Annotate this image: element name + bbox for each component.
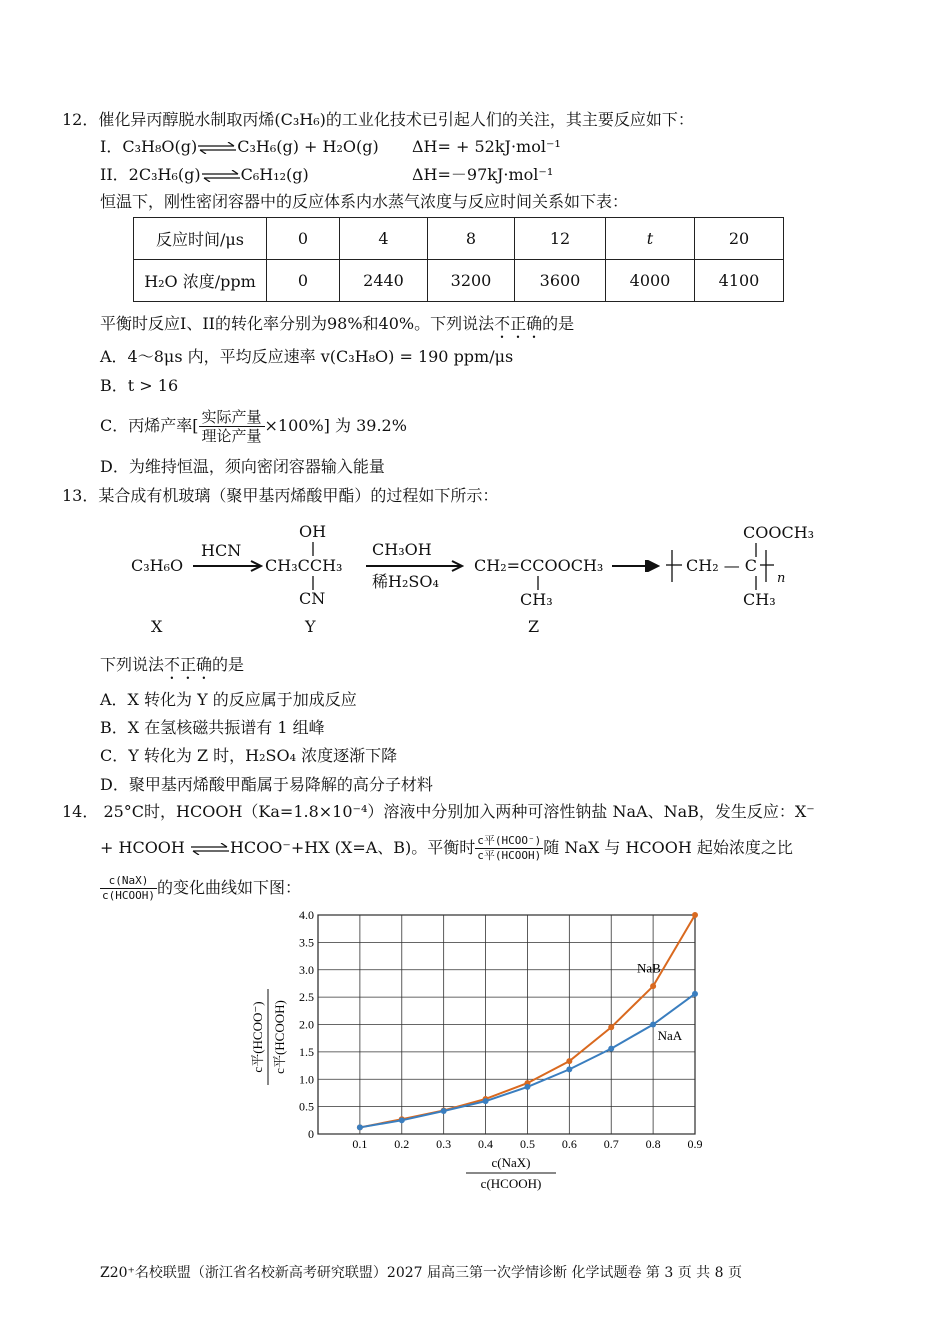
table-cell: 8 (428, 218, 515, 260)
r1-enthalpy: ΔH= + 52kJ·mol⁻¹ (412, 137, 561, 156)
q13-question (100, 655, 244, 683)
data-point-naa (357, 1124, 363, 1130)
q12-option-b: B．t > 16 (100, 376, 179, 395)
x-tick-label: 0.6 (561, 1137, 577, 1151)
table-cell: 12 (515, 218, 606, 260)
table-cell: 4000 (606, 260, 695, 302)
table-cell: 3200 (428, 260, 515, 302)
question-text: 下列说法 (100, 655, 165, 674)
equilibrium-arrow-icon (190, 843, 230, 855)
bond-line-icon (311, 542, 315, 556)
table-cell: 4100 (695, 260, 784, 302)
y-tick-label: 1.0 (299, 1072, 314, 1087)
x-tick-label: 0.7 (603, 1137, 619, 1151)
r2-left: 2C₃H₆(g) (128, 165, 201, 184)
table-row-time (134, 218, 784, 260)
r1-right: C₃H₆(g) + H₂O(g) (237, 137, 379, 156)
table-cell: 4 (340, 218, 428, 260)
option-c-pre: C．丙烯产率[ (100, 416, 199, 435)
y-axis-label (250, 989, 287, 1085)
x-label-numerator: c(NaX) (491, 1155, 531, 1170)
y-tick-label: 2.0 (299, 1017, 314, 1032)
equilibrium-arrow-icon (201, 170, 241, 182)
table-cell: H₂O 浓度/ppm (134, 260, 267, 302)
y-tick-label: 2.5 (299, 990, 314, 1005)
q12-reaction-1 (100, 137, 379, 157)
q12-question (100, 314, 574, 342)
q14-line-3 (100, 870, 301, 906)
y-tick-label: 3.5 (299, 935, 314, 950)
compound-x: C₃H₆O (131, 556, 184, 575)
x-tick-labels (352, 1137, 702, 1151)
q12-option-c (100, 406, 407, 446)
equation-right: HCOO⁻+HX (X=A、B)。平衡时 (229, 838, 476, 857)
q14-line-2 (100, 830, 793, 866)
concentration-table (133, 217, 784, 302)
r2-enthalpy: ΔH=－97kJ·mol⁻¹ (412, 165, 554, 184)
y-tick-label: 3.0 (299, 962, 314, 977)
polymer-repeat-unit: CH₂ — C (686, 556, 758, 575)
question-text: 的是 (542, 314, 575, 333)
table-cell: 0 (267, 260, 340, 302)
q13-option-b: B．X 在氢核磁共振谱有 1 组峰 (100, 718, 325, 737)
reagent-methanol: CH₃OH (372, 540, 432, 559)
x-tick-label: 0.8 (645, 1137, 661, 1151)
table-cell: 3600 (515, 260, 606, 302)
equation-left: + HCOOH (100, 838, 185, 857)
equation-post: 随 NaX 与 HCOOH 起始浓度之比 (543, 838, 793, 857)
page-footer: Z20⁺名校联盟（浙江省名校新高考研究联盟）2027 届高三第一次学情诊断 化学试题卷 第 3 页 共 8 页 (100, 1265, 742, 1281)
q12-stem: 12．催化异丙醇脱水制取丙烯(C₃H₆)的工业化技术已引起人们的关注，其主要反应如下： (62, 110, 694, 129)
y-label-numerator: c平(HCOO⁻) (250, 1001, 265, 1073)
table-row-concentration (134, 260, 784, 302)
series-label-naa: NaA (657, 1027, 683, 1043)
data-point-nab (608, 1024, 614, 1030)
question-text: 平衡时反应I、II的转化率分别为98%和40%。下列说法 (100, 314, 495, 333)
y-cn: CN (299, 589, 326, 608)
x-tick-label: 0.5 (519, 1137, 535, 1151)
q13-stem: 13．某合成有机玻璃（聚甲基丙烯酸甲酯）的过程如下所示： (62, 486, 499, 505)
q12-reaction-2 (100, 165, 309, 185)
r2-label: II． (100, 165, 129, 184)
data-point-naa (692, 991, 698, 997)
bond-line-icon (754, 576, 758, 590)
fraction-denominator: 理论产量 (201, 427, 262, 445)
table-cell: 2440 (340, 260, 428, 302)
x-tick-label: 0.1 (352, 1137, 368, 1151)
y-tick-label: 4.0 (299, 908, 314, 922)
x-tick-label: 0.4 (478, 1137, 494, 1151)
z-ch3: CH₃ (520, 590, 553, 609)
p-subscript-n: n (777, 571, 786, 586)
fraction-numerator: c平(HCOO⁻) (477, 834, 542, 847)
compound-y: CH₃CCH₃ (265, 556, 343, 575)
table-cell: 20 (695, 218, 784, 260)
emphasis-dotted: 不正确 (494, 314, 543, 333)
data-point-nab (566, 1058, 572, 1064)
concentration-ratio-fraction (475, 834, 543, 863)
y-tick-label: 0 (308, 1127, 314, 1141)
r1-label: I． (100, 137, 123, 156)
y-label-denominator: c平(HCOOH) (272, 1000, 287, 1074)
x-tick-label: 0.9 (687, 1137, 703, 1151)
concentration-ratio-chart (240, 905, 720, 1195)
data-point-nab (692, 912, 698, 918)
table-cell: 反应时间/μs (134, 218, 267, 260)
x-tick-label: 0.2 (394, 1137, 410, 1151)
x-axis-label (466, 1155, 556, 1191)
yield-fraction (199, 408, 265, 445)
data-point-naa (399, 1117, 405, 1123)
fraction-denominator: c平(HCOOH) (477, 849, 542, 862)
y-tick-labels (299, 908, 314, 1141)
data-point-nab (650, 983, 656, 989)
y-oh: OH (299, 522, 327, 541)
fraction-denominator: c(HCOOH) (102, 889, 155, 902)
data-point-naa (483, 1098, 489, 1104)
emphasis-dotted: 不正确 (164, 655, 213, 674)
y-tick-label: 1.5 (299, 1044, 314, 1059)
data-point-naa (650, 1022, 656, 1028)
q12-option-d: D．为维持恒温，须向密闭容器输入能量 (100, 457, 385, 476)
reaction-arrow-icon (366, 560, 464, 572)
reaction-arrow-icon (193, 560, 263, 572)
option-c-post: ×100%] 为 39.2% (264, 416, 407, 435)
q12-option-a: A．4～8μs 内，平均反应速率 v(C₃H₈O) = 190 ppm/μs (100, 347, 514, 366)
p-ch3: CH₃ (743, 590, 776, 609)
q13-option-a: A．X 转化为 Y 的反应属于加成反应 (100, 690, 357, 709)
r1-left: C₃H₈O(g) (122, 137, 198, 156)
equilibrium-arrow-icon (197, 142, 237, 154)
data-point-naa (566, 1066, 572, 1072)
data-point-naa (608, 1046, 614, 1052)
compound-z: CH₂=CCOOCH₃ (474, 556, 604, 575)
bond-line-icon (536, 576, 540, 590)
p-cooch3: COOCH₃ (743, 523, 815, 542)
polymerization-arrow-icon (612, 560, 660, 572)
series-label-nab: NaB (637, 960, 661, 976)
data-point-naa (524, 1084, 530, 1090)
q14-line-1: 14． 25°C时，HCOOH（Ka=1.8×10⁻⁴）溶液中分别加入两种可溶性钠盐 NaA、NaB，发生反应：X⁻ (62, 802, 815, 821)
data-point-naa (441, 1108, 447, 1114)
chart-grid (318, 915, 695, 1134)
reagent-hcn: HCN (201, 541, 242, 560)
label-z: Z (528, 617, 540, 636)
q12-table-intro: 恒温下，刚性密闭容器中的反应体系内水蒸气浓度与反应时间关系如下表： (100, 192, 629, 211)
reagent-acid: 稀H₂SO₄ (372, 572, 439, 591)
bond-line-icon (311, 576, 315, 590)
label-y: Y (305, 617, 316, 636)
question-text: 的是 (212, 655, 245, 674)
r2-right: C₆H₁₂(g) (240, 165, 309, 184)
table-cell: t (606, 218, 695, 260)
x-label-denominator: c(HCOOH) (480, 1176, 542, 1191)
fraction-numerator: 实际产量 (199, 408, 265, 427)
y-tick-label: 0.5 (299, 1099, 314, 1114)
line-3-text: 的变化曲线如下图： (156, 878, 301, 897)
x-tick-label: 0.3 (436, 1137, 452, 1151)
q13-option-d: D．聚甲基丙烯酸甲酯属于易降解的高分子材料 (100, 775, 433, 794)
q13-option-c: C．Y 转化为 Z 时，H₂SO₄ 浓度逐渐下降 (100, 746, 398, 765)
initial-ratio-fraction (100, 874, 157, 903)
fraction-numerator: c(NaX) (100, 874, 157, 889)
table-cell: 0 (267, 218, 340, 260)
label-x: X (151, 617, 163, 636)
